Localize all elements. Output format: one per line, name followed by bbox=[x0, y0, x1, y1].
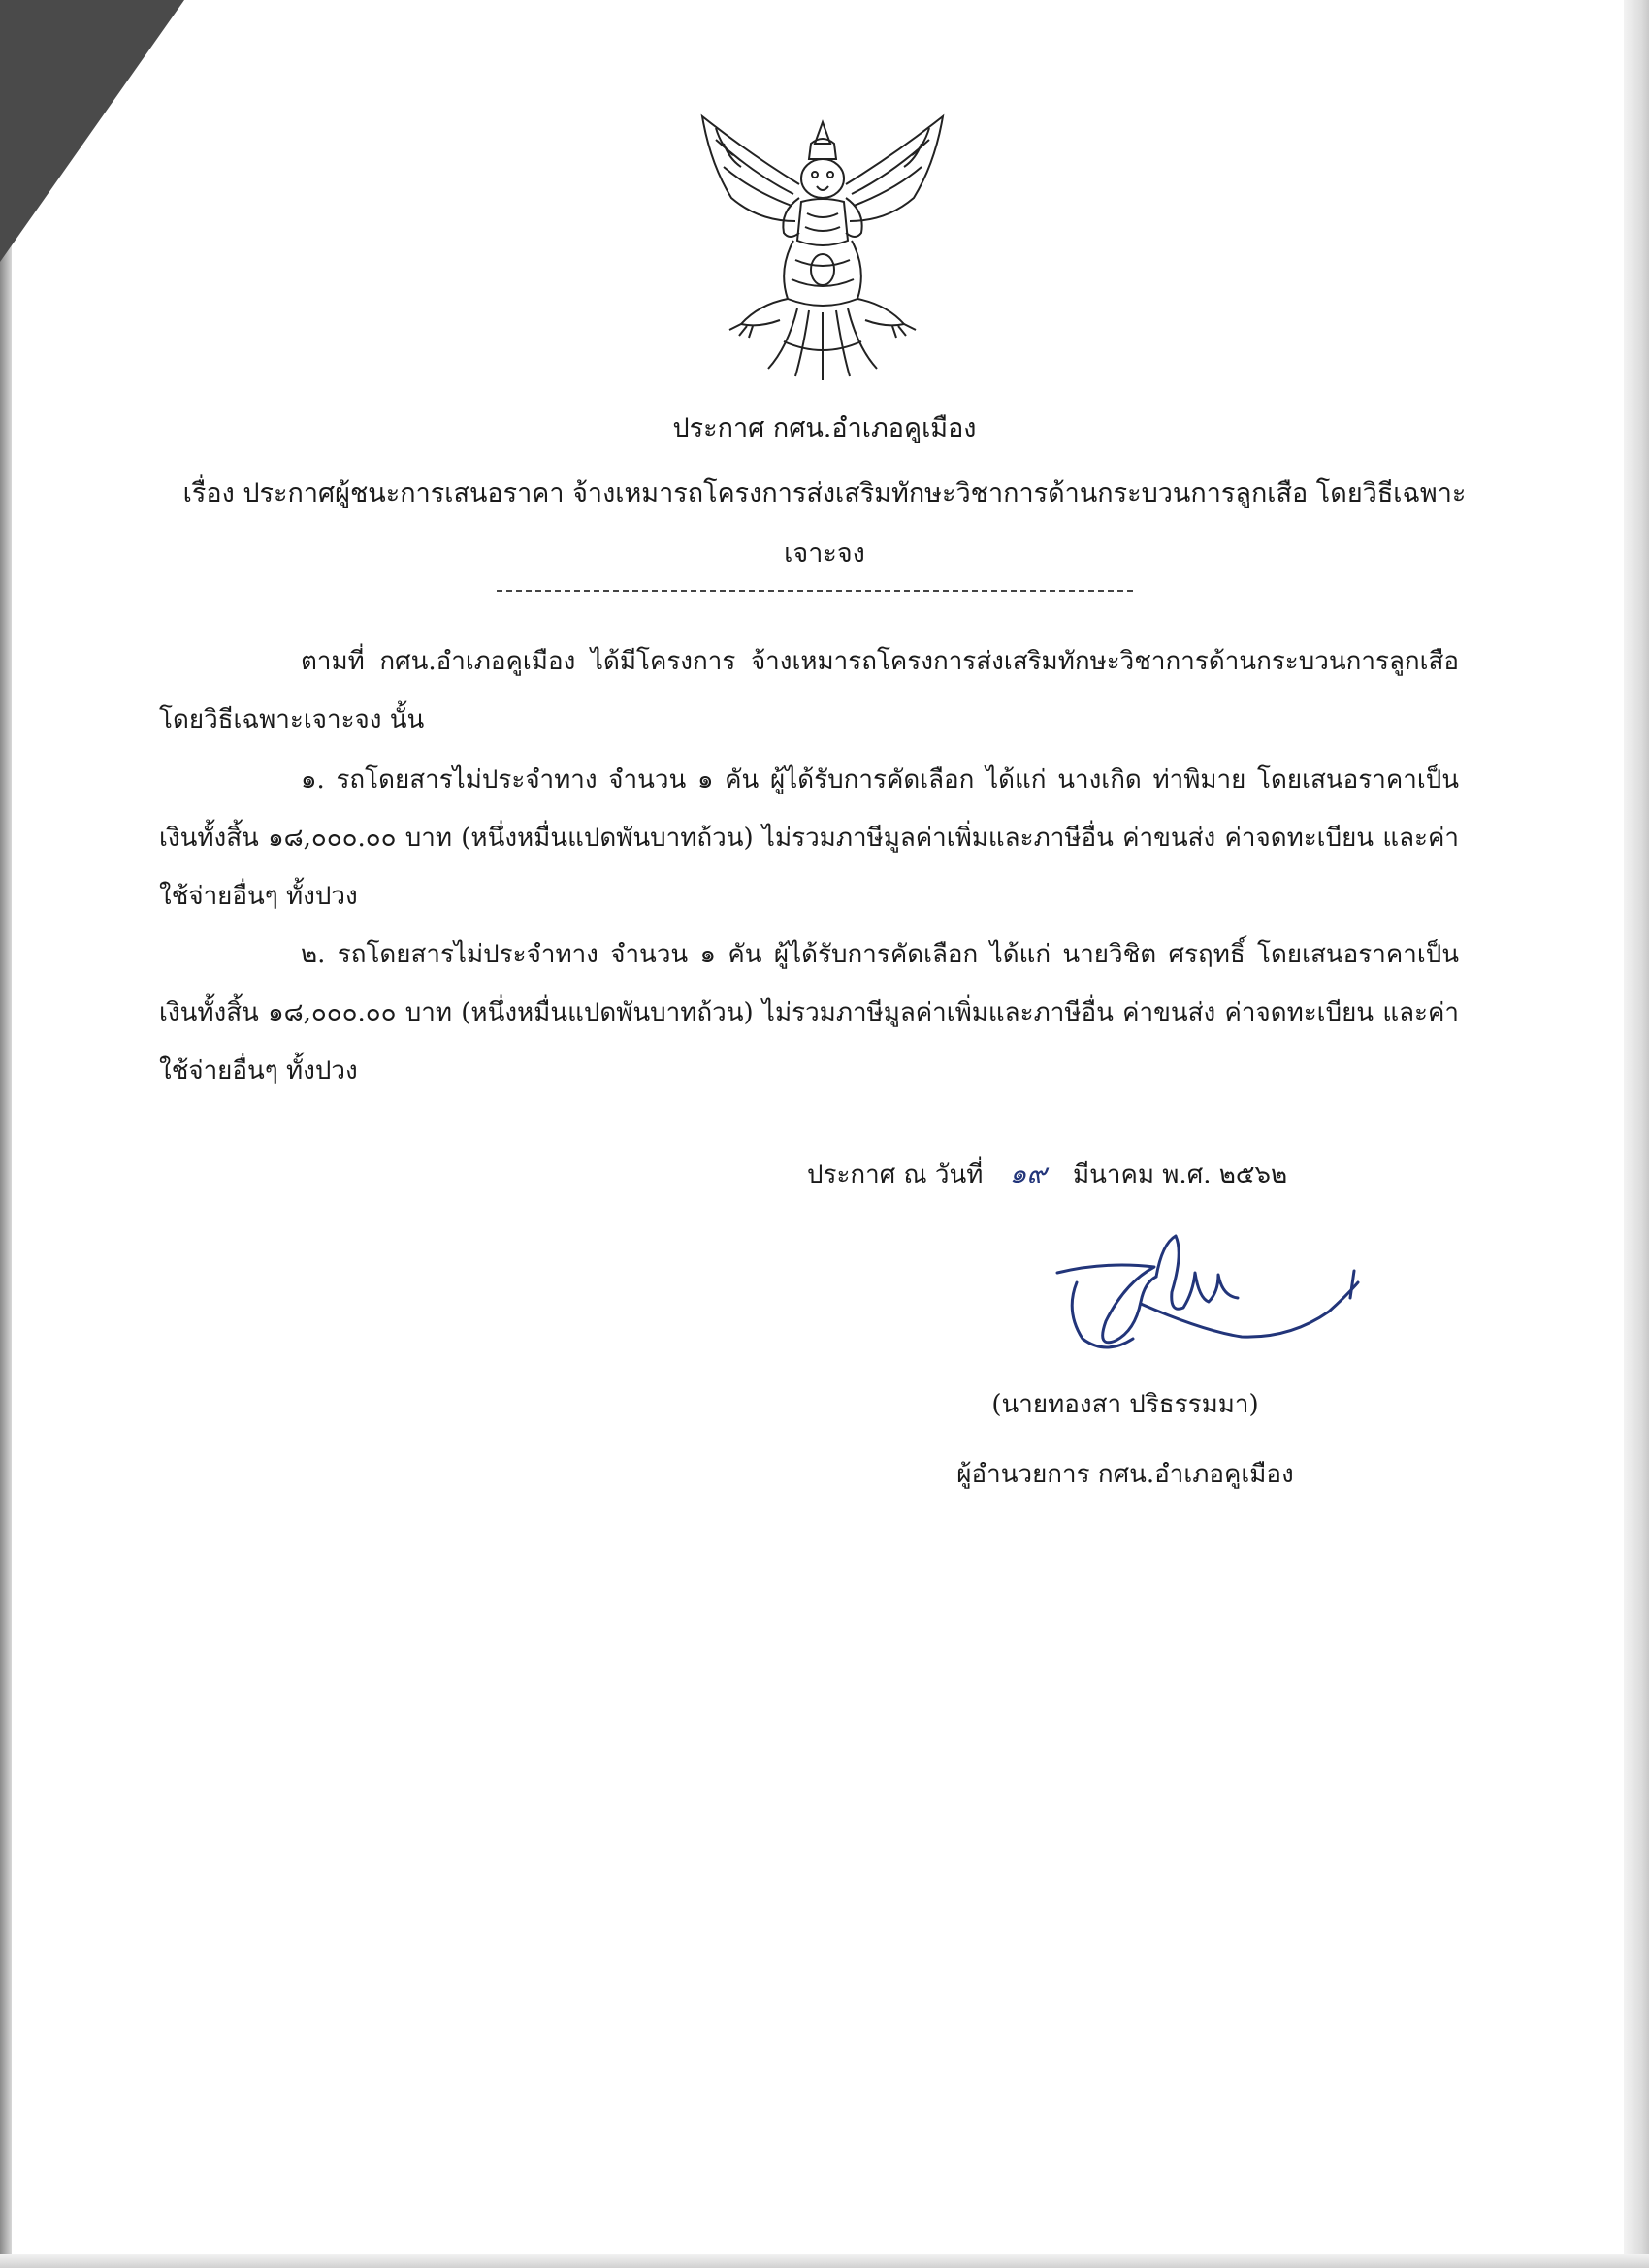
signer-title: ผู้อำนวยการ กศน.อำเภอคูเมือง bbox=[956, 1460, 1294, 1489]
handwritten-signature bbox=[1048, 1224, 1368, 1370]
garuda-emblem-icon bbox=[691, 105, 954, 386]
item-1-paragraph: ๑. รถโดยสารไม่ประจำทาง จำนวน ๑ คัน ผู้ได้รับการคัดเลือก ได้แก่ นางเกิด ท่าพิมาย โดยเสนอราคาเป็นเงินทั้งสิ้น ๑๘,๐๐๐.๐๐ บาท (หนึ่งหมื่นแปดพันบาทถ้วน) ไม่รวมภาษีมูลค่าเพิ่มและภาษีอื่น ค่าขนส่ง ค่าจดทะเบียน และค่าใช้จ่ายอื่นๆ ทั้งปวง bbox=[159, 765, 1459, 911]
document-subject: เรื่อง ประกาศผู้ชนะการเสนอราคา จ้างเหมารถโครงการส่งเสริมทักษะวิชาการด้านกระบวนการลูกเสือ โดยวิธีเฉพาะเจาะจง bbox=[182, 478, 1467, 568]
title-separator bbox=[497, 590, 1133, 592]
item-2-paragraph: ๒. รถโดยสารไม่ประจำทาง จำนวน ๑ คัน ผู้ได้รับการคัดเลือก ได้แก่ นายวิชิต ศรฤทธิ์ โดยเสนอราคาเป็นเงินทั้งสิ้น ๑๘,๐๐๐.๐๐ บาท (หนึ่งหมื่นแปดพันบาทถ้วน) ไม่รวมภาษีมูลค่าเพิ่มและภาษีอื่น ค่าขนส่ง ค่าจดทะเบียน และค่าใช้จ่ายอื่นๆ ทั้งปวง bbox=[159, 940, 1459, 1085]
date-month-year: มีนาคม พ.ศ. ๒๕๖๒ bbox=[1072, 1160, 1288, 1189]
announcement-date bbox=[807, 1154, 1389, 1194]
date-prefix: ประกาศ ณ วันที่ bbox=[807, 1160, 984, 1189]
date-day-handwritten: ๑๙ bbox=[1009, 1157, 1047, 1189]
signer-name: (นายทองสา ปริธรรมมา) bbox=[991, 1390, 1259, 1419]
intro-paragraph: ตามที่ กศน.อำเภอคูเมือง ได้มีโครงการ จ้างเหมารถโครงการส่งเสริมทักษะวิชาการด้านกระบวนการลูกเสือ โดยวิธีเฉพาะเจาะจง นั้น bbox=[159, 647, 1459, 734]
document-title: ประกาศ กศน.อำเภอคูเมือง bbox=[672, 413, 977, 443]
